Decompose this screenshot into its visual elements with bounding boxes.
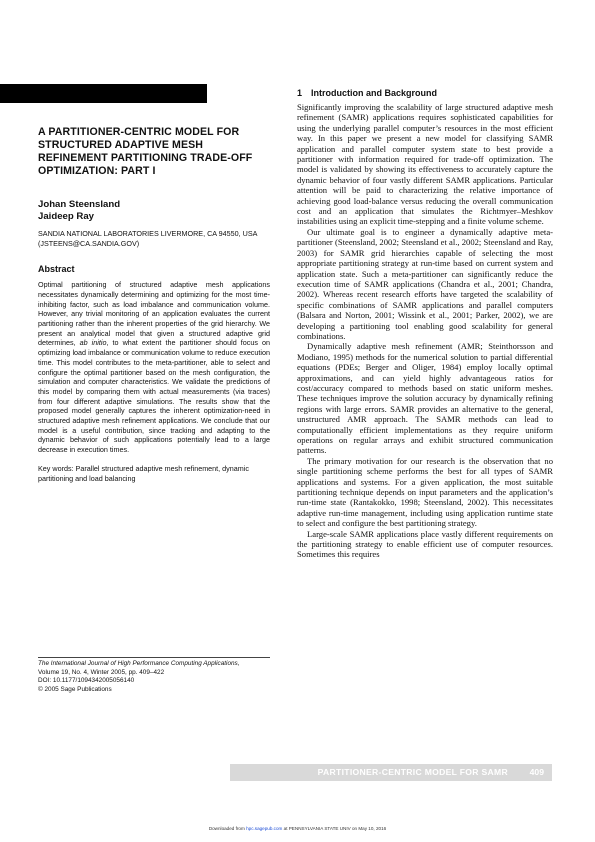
section-title: Introduction and Background: [311, 88, 438, 98]
author-name: Jaideep Ray: [38, 210, 94, 222]
download-suffix: at PENNSYLVANIA STATE UNIV on May 10, 2016: [282, 826, 387, 831]
download-link[interactable]: hpc.sagepub.com: [246, 826, 283, 831]
page-footer: [230, 764, 552, 781]
right-column: [297, 88, 553, 560]
abstract-emphasis: ab initio: [79, 338, 107, 348]
keywords: Key words: Parallel structured adaptive mesh refinement, dynamic partitioning and load balancing: [38, 463, 249, 483]
doi: DOI: 10.1177/1094342005056140: [38, 677, 135, 685]
abstract-text: [38, 280, 270, 455]
journal-volume: Volume 19, No. 4, Winter 2005, pp. 409–422: [38, 668, 165, 676]
author-name: Johan Steensland: [38, 199, 121, 210]
body-paragraph: Significantly improving the scalability of large structured adaptive mesh refinement (SAMR) applications requires sophisticated capabilities for using the underlying parallel computer’s resources in the most efficient way. In this paper we present a new model for classifying SAMR application and parallel computer system state to best provide a partitioner with information required for trade-off optimization. The model is validated by showing its effectiveness to accurately capture the dynamic behavior of four vastly different SAMR applications. Particular attention will be paid to characterizing the relative importance of achieving good load-balance versus reducing the overall communication cost and an application that simulates the Richtmyer–Meshkov instabilities using an explicit time-stepping and a finite volume scheme.: [297, 102, 553, 227]
download-prefix: Downloaded from: [208, 826, 247, 831]
author-list: [38, 199, 270, 222]
abstract-heading: Abstract: [38, 264, 75, 275]
paper-title: A PARTITIONER-CENTRIC MODEL FOR STRUCTURED ADAPTIVE MESH REFINEMENT PARTITIONING TRADE-OFF OPTIMIZATION: PART I: [38, 126, 253, 177]
body-paragraph: The primary motivation for our research is the observation that no single partitioning scheme performs the best for all types of SAMR applications and systems. For a given application, the most suitable partitioning technique depends on input parameters and the application’s run-time state (Rantakokko, 1998; Steensland, 2002). This necessitates adaptive run-time management, including using application runtime state to select and configure the best partitioning strategy.: [297, 455, 553, 529]
section-heading: [297, 88, 553, 99]
journal-name: The International Journal of High Performance Computing Applications,: [38, 660, 240, 667]
page-number: 409: [529, 767, 544, 777]
header-black-bar: [0, 84, 207, 103]
left-column: [38, 126, 270, 490]
body-paragraph: Large-scale SAMR applications place vastly different requirements on the partitioning strategy to enable efficient use of computer resources. Sometimes this requires: [297, 528, 553, 560]
download-notice: [0, 826, 595, 831]
abstract-part: Optimal partitioning of structured adaptive mesh applications necessitates dynamically determining and optimizing for the most time-inhibiting factor, such as load imbalance and communication volume. However, any trivial monitoring of an application evaluates the current partitioning rather than the inherent properties of the grid hierarchy. We present an analytical model that given a structured adaptive grid determines,: [38, 280, 270, 348]
affiliation: SANDIA NATIONAL LABORATORIES LIVERMORE, CA 94550, USA (JSTEENS@CA.SANDIA.GOV): [38, 229, 258, 248]
body-paragraph: Dynamically adaptive mesh refinement (AMR; Steinthorsson and Modiano, 1995) methods for the numerical solution to partial differential equations (PDEs; Berger and Oliger, 1984) employ locally optimal approximations, and can yield highly advantageous ratios for cost/accuracy compared to methods based on static uniform meshes. These techniques improve the solution accuracy by dynamically refining regions with large errors. SAMR provides an alternative to the general, unstructured AMR approach. The SAMR methods can lead to computationally efficient implementations as they require uniform operations on regular arrays and exhibit structured communication patterns.: [297, 341, 553, 456]
running-title: PARTITIONER-CENTRIC MODEL FOR SAMR: [317, 767, 508, 777]
abstract-part: , to what extent the partitioner should focus on optimizing load imbalance or communication volume to reduce execution time. This model contributes to the meta-partitioner, able to select and configure the optimal partitioner based on the mesh configuration, the simulation and computer characteristics. We validate the predictions of this model by comparing them with actual measurements (via traces) from four different adaptive simulations. The results show that the proposed model generally captures the inherent optimization-need in structured adaptive mesh refinement applications. We conclude that our model is a useful contribution, since tracking and adapting to the dynamic behavior of such applications potentially lead to a large decrease in execution times.: [38, 338, 270, 455]
body-paragraph: Our ultimate goal is to engineer a dynamically adaptive meta-partitioner (Steensland, 2002; Steensland et al., 2002; Steensland and Ray, 2003) for SAMR grid hierarchies capable of selecting the most appropriate partitioning strategy at run-time based on current system and application state. Such a meta-partitioner can significantly reduce the execution time of SAMR applications (Chandra et al., 2001; Chandra, 2002). Whereas recent research efforts have targeted the scalability of specific combinations of SAMR applications and parallel computers (Balsara and Norton, 2001; Wissink et al., 2001; Parker, 2002), we are developing a partitioning tool enabling good scalability for general combinations.: [297, 226, 553, 341]
copyright: © 2005 Sage Publications: [38, 685, 112, 693]
section-number: 1: [297, 88, 303, 98]
publication-footnote: [38, 657, 270, 694]
